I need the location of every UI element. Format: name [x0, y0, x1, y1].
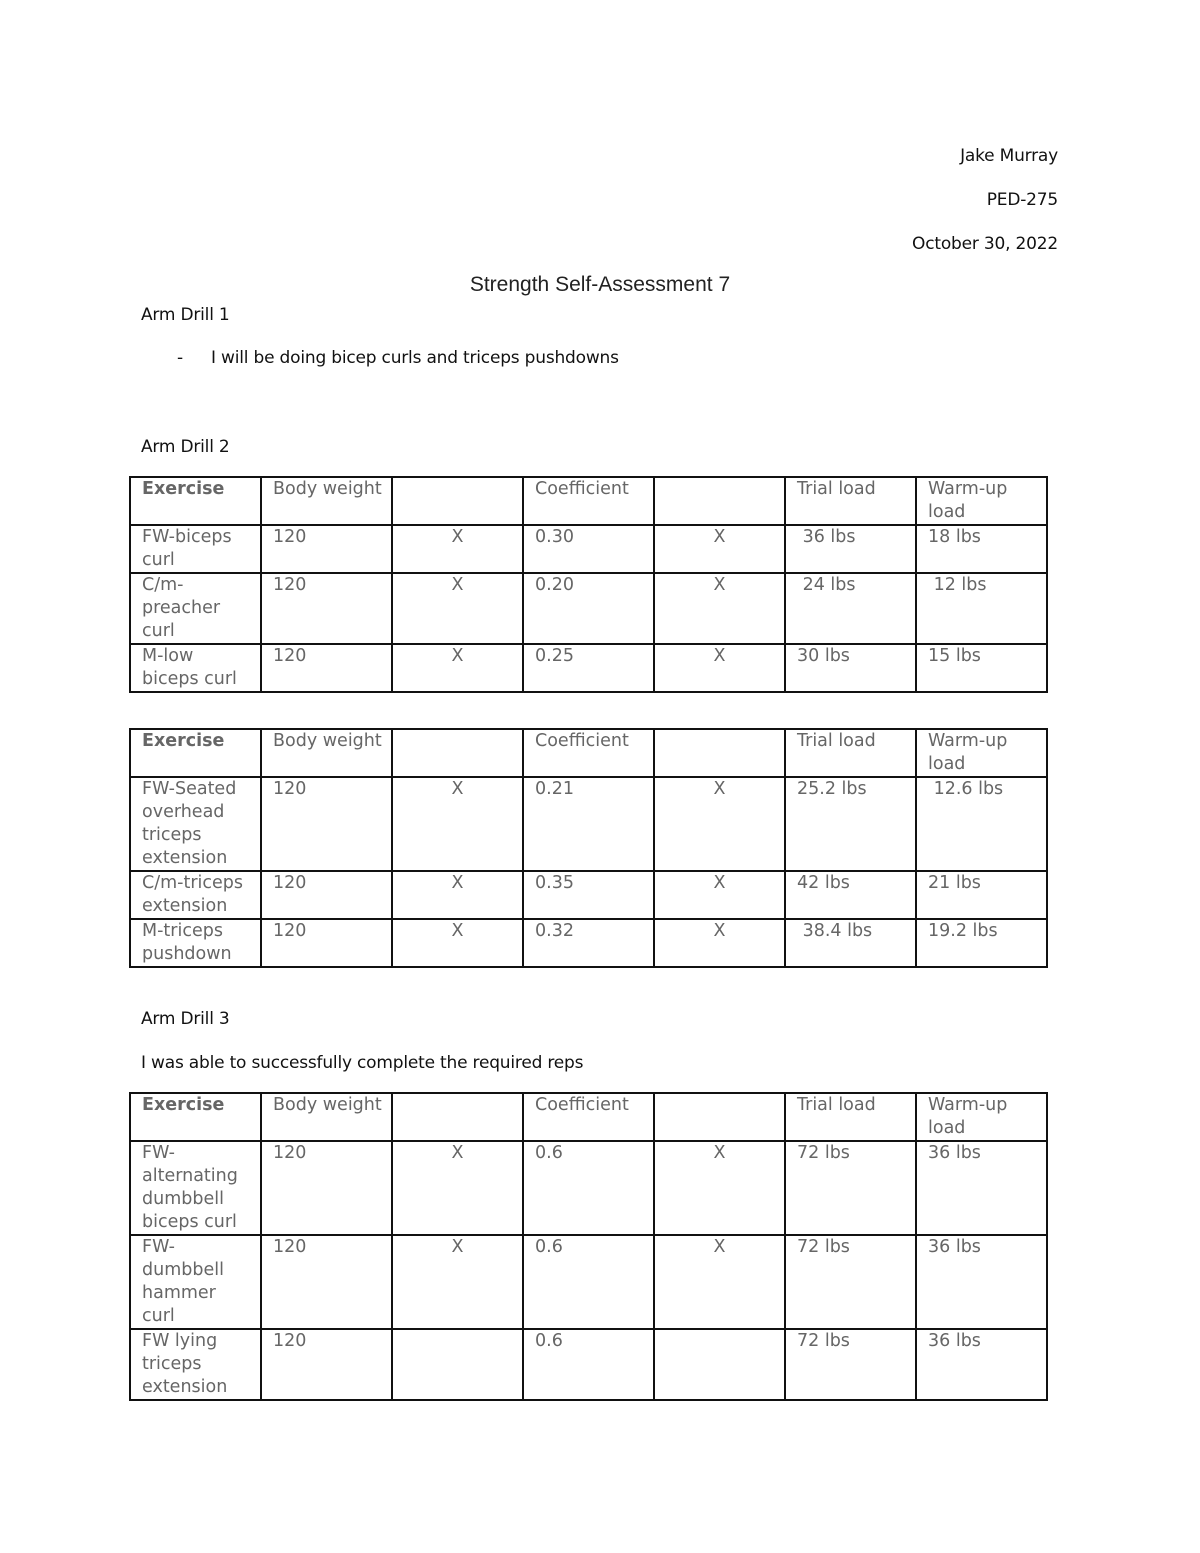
header-warmup-load: Warm-up load [916, 729, 1047, 777]
header-exercise: Exercise [130, 729, 261, 777]
header-body-weight: Body weight [261, 477, 392, 525]
student-name: Jake Murray [960, 146, 1058, 166]
cell-body-weight: 120 [261, 573, 392, 644]
table-row [130, 871, 1047, 919]
document-title: Strength Self-Assessment 7 [469, 273, 731, 296]
cell-coefficient: 0.35 [523, 871, 654, 919]
cell-coefficient: 0.6 [523, 1235, 654, 1329]
table-row [130, 644, 1047, 692]
table-row [130, 777, 1047, 871]
cell-trial-load: 72 lbs [785, 1235, 916, 1329]
cell-warmup-load: 12.6 lbs [916, 777, 1047, 871]
cell-exercise: C/m-preacher curl [130, 573, 261, 644]
cell-operator: X [654, 1141, 785, 1235]
cell-trial-load: 38.4 lbs [785, 919, 916, 967]
cell-operator [654, 1329, 785, 1400]
table-header-row [130, 1093, 1047, 1141]
drill3-table [129, 1092, 1048, 1401]
cell-warmup-load: 36 lbs [916, 1235, 1047, 1329]
cell-coefficient: 0.6 [523, 1141, 654, 1235]
table-row [130, 919, 1047, 967]
cell-operator: X [392, 1235, 523, 1329]
cell-operator: X [654, 1235, 785, 1329]
cell-warmup-load: 36 lbs [916, 1141, 1047, 1235]
header-coefficient: Coefficient [523, 729, 654, 777]
table-header-row [130, 477, 1047, 525]
cell-coefficient: 0.6 [523, 1329, 654, 1400]
cell-operator: X [392, 644, 523, 692]
table-row [130, 1235, 1047, 1329]
header-warmup-load: Warm-up load [916, 477, 1047, 525]
cell-trial-load: 25.2 lbs [785, 777, 916, 871]
cell-coefficient: 0.25 [523, 644, 654, 692]
cell-body-weight: 120 [261, 1235, 392, 1329]
header-blank [654, 477, 785, 525]
table-row [130, 1141, 1047, 1235]
cell-exercise: FW lying triceps extension [130, 1329, 261, 1400]
cell-trial-load: 24 lbs [785, 573, 916, 644]
header-blank [654, 729, 785, 777]
cell-warmup-load: 12 lbs [916, 573, 1047, 644]
header-trial-load: Trial load [785, 477, 916, 525]
cell-exercise: C/m-triceps extension [130, 871, 261, 919]
drill3-heading: Arm Drill 3 [141, 1009, 230, 1029]
header-blank [392, 477, 523, 525]
header-blank [654, 1093, 785, 1141]
cell-operator: X [654, 644, 785, 692]
header-coefficient: Coefficient [523, 477, 654, 525]
cell-coefficient: 0.21 [523, 777, 654, 871]
header-exercise: Exercise [130, 477, 261, 525]
header-body-weight: Body weight [261, 1093, 392, 1141]
cell-exercise: M-triceps pushdown [130, 919, 261, 967]
cell-warmup-load: 19.2 lbs [916, 919, 1047, 967]
cell-body-weight: 120 [261, 525, 392, 573]
cell-operator: X [654, 573, 785, 644]
cell-body-weight: 120 [261, 871, 392, 919]
cell-trial-load: 42 lbs [785, 871, 916, 919]
header-exercise: Exercise [130, 1093, 261, 1141]
header-trial-load: Trial load [785, 1093, 916, 1141]
cell-trial-load: 36 lbs [785, 525, 916, 573]
cell-warmup-load: 18 lbs [916, 525, 1047, 573]
header-coefficient: Coefficient [523, 1093, 654, 1141]
cell-warmup-load: 21 lbs [916, 871, 1047, 919]
cell-operator [392, 1329, 523, 1400]
cell-exercise: M-low biceps curl [130, 644, 261, 692]
drill1-bullet-text: I will be doing bicep curls and triceps pushdowns [211, 348, 619, 368]
cell-body-weight: 120 [261, 644, 392, 692]
cell-operator: X [392, 525, 523, 573]
cell-exercise: FW-biceps curl [130, 525, 261, 573]
document-date: October 30, 2022 [912, 234, 1058, 254]
cell-trial-load: 72 lbs [785, 1141, 916, 1235]
cell-operator: X [392, 919, 523, 967]
cell-operator: X [654, 525, 785, 573]
drill2-table-triceps [129, 728, 1048, 968]
cell-warmup-load: 36 lbs [916, 1329, 1047, 1400]
cell-coefficient: 0.20 [523, 573, 654, 644]
cell-operator: X [654, 871, 785, 919]
cell-warmup-load: 15 lbs [916, 644, 1047, 692]
cell-body-weight: 120 [261, 1329, 392, 1400]
header-blank [392, 729, 523, 777]
header-warmup-load: Warm-up load [916, 1093, 1047, 1141]
table-row [130, 525, 1047, 573]
bullet-dash: - [177, 348, 184, 368]
cell-operator: X [392, 1141, 523, 1235]
cell-body-weight: 120 [261, 1141, 392, 1235]
header-trial-load: Trial load [785, 729, 916, 777]
table-row [130, 573, 1047, 644]
drill1-heading: Arm Drill 1 [141, 305, 230, 325]
cell-operator: X [654, 919, 785, 967]
header-body-weight: Body weight [261, 729, 392, 777]
cell-operator: X [654, 777, 785, 871]
header-blank [392, 1093, 523, 1141]
drill3-note: I was able to successfully complete the required reps [141, 1053, 584, 1073]
table-header-row [130, 729, 1047, 777]
cell-body-weight: 120 [261, 919, 392, 967]
cell-operator: X [392, 871, 523, 919]
cell-coefficient: 0.30 [523, 525, 654, 573]
cell-operator: X [392, 777, 523, 871]
cell-exercise: FW-alternating dumbbell biceps curl [130, 1141, 261, 1235]
cell-body-weight: 120 [261, 777, 392, 871]
cell-coefficient: 0.32 [523, 919, 654, 967]
cell-trial-load: 30 lbs [785, 644, 916, 692]
course-code: PED-275 [986, 190, 1058, 210]
cell-exercise: FW-Seated overhead triceps extension [130, 777, 261, 871]
cell-operator: X [392, 573, 523, 644]
cell-exercise: FW-dumbbell hammer curl [130, 1235, 261, 1329]
cell-trial-load: 72 lbs [785, 1329, 916, 1400]
drill2-table-biceps [129, 476, 1048, 693]
drill2-heading: Arm Drill 2 [141, 437, 230, 457]
table-row [130, 1329, 1047, 1400]
